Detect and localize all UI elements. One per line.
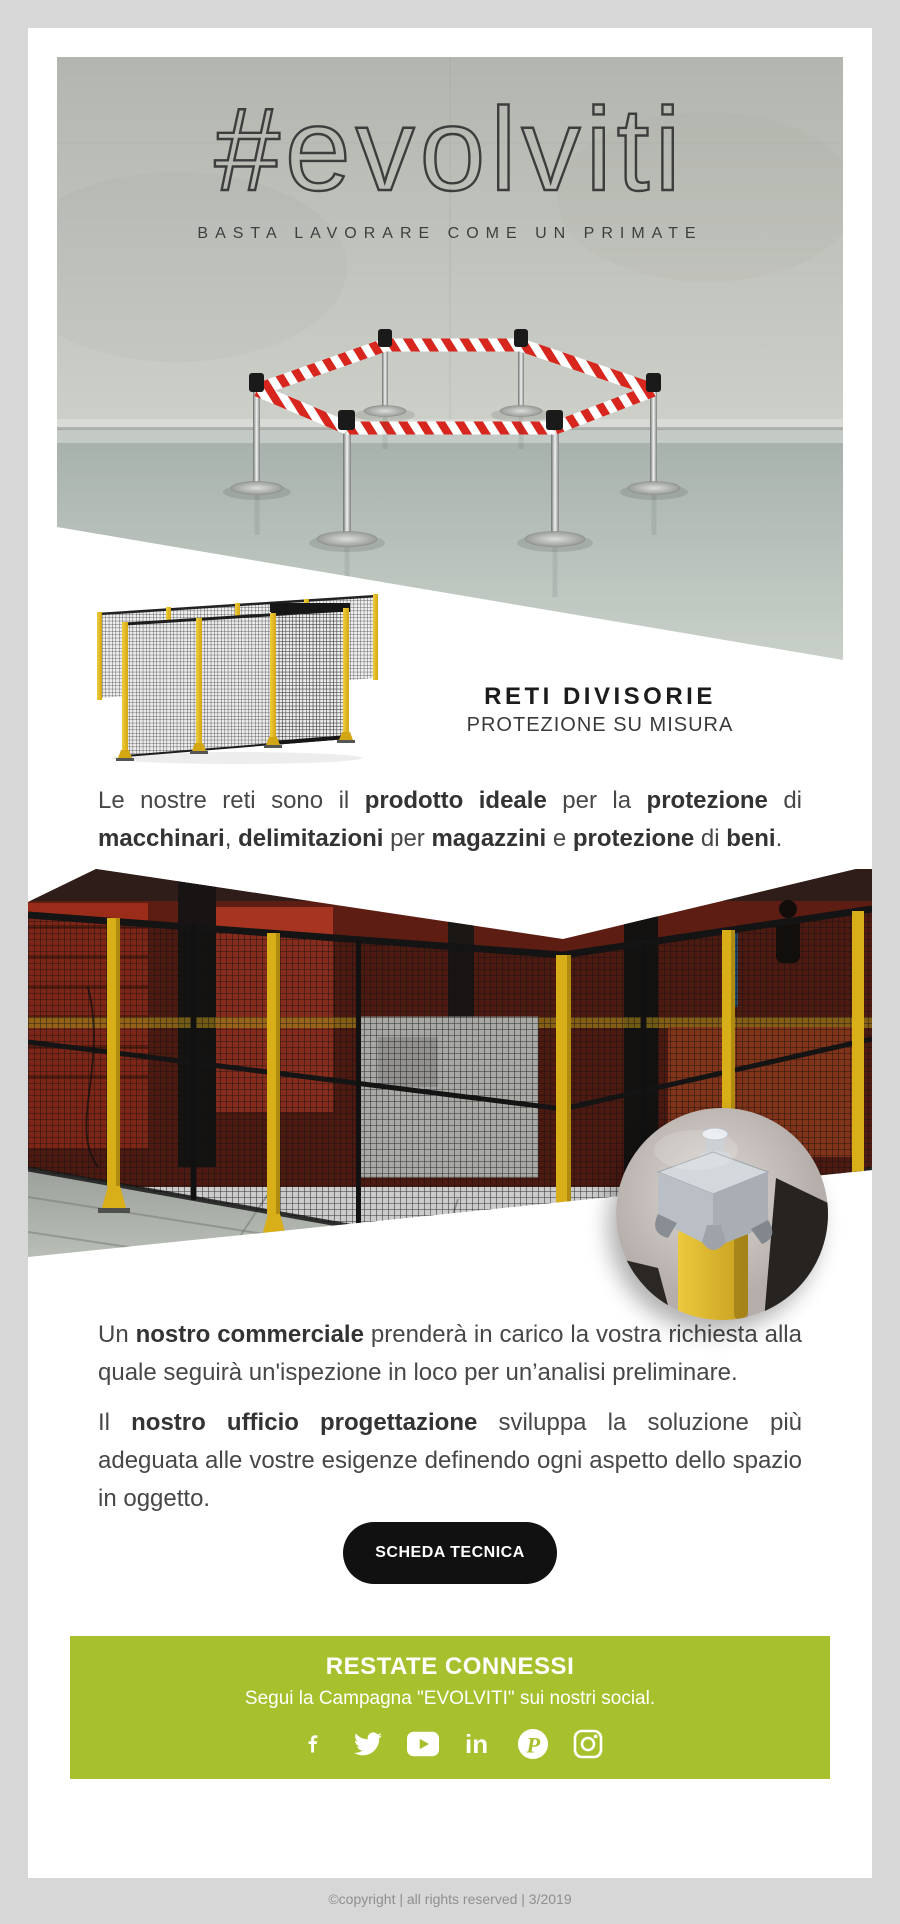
clamp-detail-inset [616,1108,828,1320]
twitter-icon[interactable] [352,1728,384,1760]
stanchion-scene-illustration [57,57,843,660]
intro-paragraph: Le nostre reti sono il prodotto ideale per la protezione di macchinari, delimitazioni per magazzini e protezione di beni. [98,787,803,852]
linkedin-icon[interactable] [462,1728,494,1760]
newsletter-card [28,28,872,1878]
social-banner-subtitle: Segui la Campagna "EVOLVITI" sui nostri social. [244,1688,656,1709]
social-banner [70,1636,830,1779]
hero-image [57,57,843,660]
product-title: RETI DIVISORIE [484,683,716,710]
cta-row [28,1522,872,1584]
mesh-cage-illustration [85,580,390,765]
photo-section [28,867,872,1292]
clamp-detail-illustration [616,1108,828,1320]
copyright-line: ©copyright | all rights reserved | 3/2019 [328,1891,572,1907]
design-office-paragraph: Il nostro ufficio progettazione sviluppa la soluzione più adeguata alle vostre esigenze definendo ogni aspetto dello spazio in oggetto. [98,1409,802,1512]
scheda-tecnica-button[interactable]: SCHEDA TECNICA [343,1522,557,1584]
svg-text:P: P [525,1732,540,1758]
social-icons-row [70,1728,830,1760]
mesh-cage-product-image [85,580,390,765]
pinterest-icon[interactable] [517,1728,549,1760]
instagram-icon[interactable] [572,1728,604,1760]
product-subtitle: PROTEZIONE SU MISURA [466,714,734,736]
svg-text:in: in [464,1729,488,1759]
facebook-icon[interactable] [297,1728,329,1760]
product-heading-block [435,683,765,737]
intro-section [28,28,872,782]
social-banner-title: RESTATE CONNESSI [325,1653,575,1680]
hero-subheadline: BASTA LAVORARE COME UN PRIMATE [197,225,703,242]
youtube-icon[interactable] [407,1728,439,1760]
commercial-paragraph: Un nostro commerciale prenderà in carico la vostra richiesta alla quale seguirà un'ispezione in loco per un’analisi preliminare. [98,1321,802,1386]
